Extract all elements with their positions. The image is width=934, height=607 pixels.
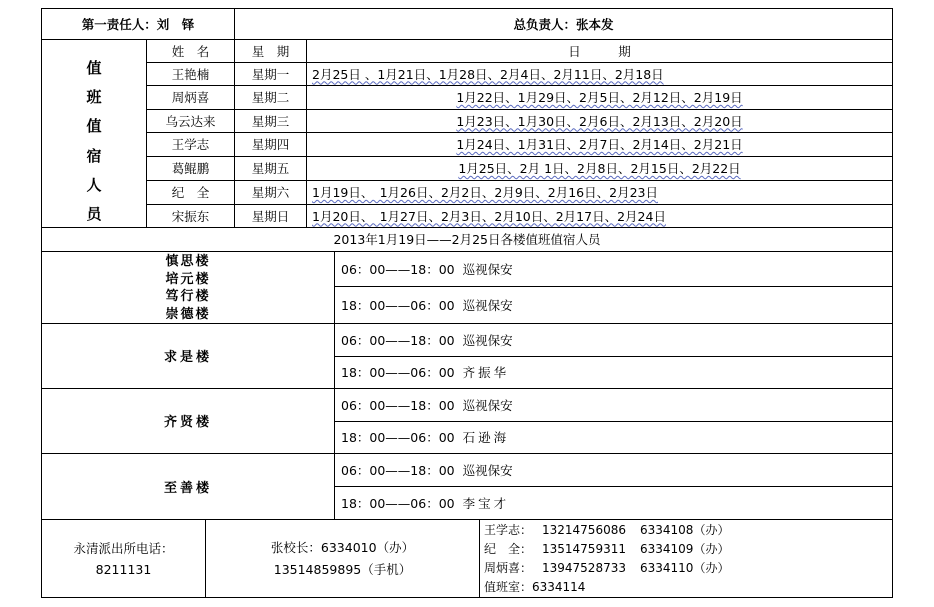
duty-dates: 1月20日、 1月27日、2月3日、2月10日、2月17日、2月24日 bbox=[312, 208, 666, 224]
duty-roster-sheet bbox=[41, 8, 893, 598]
shift-row: 06：00——18：00 巡视保安 bbox=[341, 462, 513, 478]
police-number: 8211131 bbox=[95, 562, 152, 577]
duty-name: 王学志 bbox=[171, 137, 210, 152]
principal-contact bbox=[206, 519, 479, 597]
duty-weekday: 星期三 bbox=[251, 113, 290, 129]
staff-contacts bbox=[484, 521, 889, 597]
shift-row: 18：00——06：00 巡视保安 bbox=[341, 297, 513, 313]
duty-name: 周炳喜 bbox=[171, 90, 210, 105]
duty-dates: 1月23日、1月30日、2月6日、2月13日、2月20日 bbox=[456, 113, 743, 129]
duty-name: 葛鲲鹏 bbox=[171, 161, 210, 176]
duty-weekday: 星期六 bbox=[251, 185, 290, 200]
police-label: 永清派出所电话： bbox=[73, 541, 174, 556]
principal-office-phone: 张校长：6334010（办） bbox=[270, 540, 415, 555]
duty-weekday: 星期五 bbox=[251, 161, 290, 176]
duty-name: 纪 全 bbox=[171, 185, 210, 200]
staff-contact-row: 周炳喜： 13947528733 6334110（办） bbox=[484, 561, 730, 575]
shift-row: 18：00——06：00 齐振华 bbox=[341, 365, 510, 380]
first-responsible: 第一责任人：刘 铎 bbox=[81, 17, 195, 32]
duty-name: 王艳楠 bbox=[171, 66, 210, 82]
building-name: 求是楼 bbox=[163, 350, 212, 365]
shift-row: 06：00——18：00 巡视保安 bbox=[341, 332, 513, 348]
principal-mobile-phone: 13514859895（手机） bbox=[273, 562, 412, 577]
duty-dates: 1月25日、2月 1日、2月8日、2月15日、2月22日 bbox=[458, 161, 741, 176]
building-section-title: 2013年1月19日——2月25日各楼值班值宿人员 bbox=[333, 232, 601, 247]
staff-contact-row: 纪 全： 13514759311 6334109（办） bbox=[484, 542, 730, 556]
duty-name: 乌云达来 bbox=[165, 113, 216, 129]
duty-dates: 1月24日、1月31日、2月7日、2月14日、2月21日 bbox=[456, 137, 743, 152]
shift-row: 18：00——06：00 李宝才 bbox=[341, 495, 510, 511]
duty-weekday: 星期一 bbox=[251, 66, 290, 82]
shift-row: 06：00——18：00 巡视保安 bbox=[341, 397, 513, 413]
duty-staff-label: 值 班 值 宿 人 员 bbox=[86, 58, 102, 224]
duty-room-phone: 值班室：6334114 bbox=[484, 580, 586, 594]
building-group-names: 慎思楼 培元楼 笃行楼 崇德楼 bbox=[165, 254, 211, 322]
duty-weekday: 星期二 bbox=[251, 90, 290, 105]
duty-weekday: 星期日 bbox=[251, 208, 290, 224]
shift-row: 06：00——18：00 巡视保安 bbox=[341, 261, 513, 277]
column-header-name: 姓 名 bbox=[171, 43, 210, 59]
building-name: 齐贤楼 bbox=[163, 415, 212, 430]
shift-row: 18：00——06：00 石逊海 bbox=[341, 430, 510, 445]
duty-dates: 1月22日、1月29日、2月5日、2月12日、2月19日 bbox=[456, 90, 743, 105]
chief-responsible: 总负责人：张本发 bbox=[513, 17, 614, 32]
duty-name: 宋振东 bbox=[171, 208, 210, 224]
duty-dates: 1月19日、 1月26日、2月2日、2月9日、2月16日、2月23日 bbox=[312, 185, 658, 200]
column-header-weekday: 星 期 bbox=[251, 43, 290, 59]
police-contact bbox=[42, 519, 205, 597]
duty-dates: 2月25日 、1月21日、1月28日、2月4日、2月11日、2月18日 bbox=[312, 66, 664, 82]
building-name: 至善楼 bbox=[163, 480, 212, 496]
column-header-dates: 日 期 bbox=[568, 43, 631, 59]
staff-contact-row: 王学志： 13214756086 6334108（办） bbox=[484, 523, 730, 537]
duty-weekday: 星期四 bbox=[251, 137, 290, 152]
